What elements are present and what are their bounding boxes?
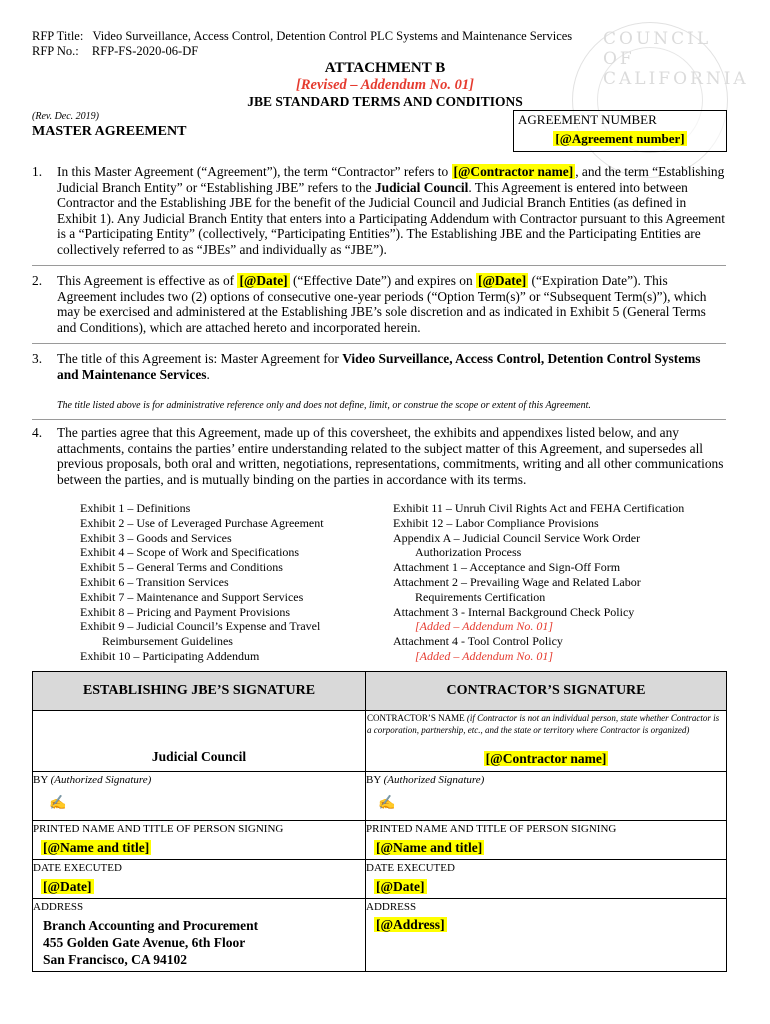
list-item: Exhibit 1 – Definitions — [80, 501, 191, 515]
jbe-date-cell — [33, 860, 366, 899]
rfp-no-line — [32, 44, 198, 59]
jbe-name: Judicial Council — [151, 749, 247, 764]
contractor-address-cell — [366, 899, 727, 972]
address-label: ADDRESS — [33, 901, 84, 913]
agreement-title-bold: Video Surveillance, Access Control, Detention Control Systems and Maintenance Services — [57, 351, 701, 382]
contractor-date-value: [@Date] — [376, 879, 425, 894]
contractor-name-label: CONTRACTOR’S NAME — [367, 713, 465, 723]
list-item: Requirements Certification — [415, 589, 546, 604]
addendum-note: [Added – Addendum No. 01] — [415, 619, 554, 634]
jbe-name-and-title: [@Name and title] — [43, 840, 150, 855]
pen-icon: ✍ — [49, 796, 67, 811]
title-disclaimer-note: The title listed above is for administrative reference only and does not define, limit, or construe the scope or extent of this Agreement. — [57, 400, 591, 411]
list-item: Exhibit 2 – Use of Leveraged Purchase Agreement — [80, 515, 324, 530]
date-executed-label: DATE EXECUTED — [33, 862, 122, 874]
rfp-no-label: RFP No.: — [32, 44, 79, 58]
list-item: Attachment 3 - Internal Background Check Policy — [393, 604, 635, 619]
list-item: Exhibit 12 – Labor Compliance Provisions — [393, 515, 599, 530]
jbe-signature-cell[interactable] — [33, 772, 366, 821]
revised-addendum: [Revised – Addendum No. 01] — [296, 77, 474, 93]
exhibits-list-left — [80, 501, 324, 664]
list-item: Authorization Process — [415, 545, 522, 560]
para-2-text-a: This Agreement is effective as of — [57, 273, 238, 288]
contractor-name-note: (if Contractor is not an individual person, state whether Contractor is a corporation, partnership, etc., and the state or territory where Contractor is organized) — [367, 713, 720, 735]
rfp-no-value: RFP-FS-2020-06-DF — [91, 44, 199, 58]
para-4: The parties agree that this Agreement, made up of this coversheet, the exhibits and appendixes listed below, and any attachments, contains the parties’ entire understanding related to the subject matter of this Agreement, and supersedes all previous proposals, both oral and written, negotiations, representations, commitments, writing and all other communications between the parties, and is mutually binding on the parties in accordance with its terms. — [57, 425, 724, 487]
list-item: Exhibit 9 – Judicial Council’s Expense and Travel — [80, 619, 321, 634]
jbe-signature-header: ESTABLISHING JBE’S SIGNATURE — [33, 672, 366, 711]
para-3-number: 3. — [32, 351, 43, 366]
addendum-note: [Added – Addendum No. 01] — [415, 648, 554, 663]
divider — [32, 343, 726, 344]
list-item: Attachment 4 - Tool Control Policy — [393, 634, 563, 649]
by-note: (Authorized Signature) — [50, 774, 152, 786]
para-1-text-a: In this Master Agreement (“Agreement”), the term “Contractor” refers to — [57, 164, 452, 179]
para-2-text-c: (“Expiration Date”). This Agreement includes two (2) options of consecutive one-year periods (“Option Term(s)” or “Subsequent Term(s)”), which may be exercised and administered at the Establishing JBE’s sole discretion and as indicated in Exhibit 5 (General Terms and Conditions), which are attached hereto and incorporated herein. — [57, 273, 707, 335]
contractor-name-placeholder: [@Contractor name] — [453, 164, 574, 179]
para-1-text-b: , and the term “Establishing Judicial Branch Entity” or “Establishing JBE” refers to the — [57, 164, 725, 195]
effective-date-placeholder: [@Date] — [239, 273, 288, 288]
divider — [32, 419, 726, 420]
list-item: Exhibit 7 – Maintenance and Support Services — [80, 589, 304, 604]
list-item: Exhibit 10 – Participating Addendum — [80, 648, 260, 663]
rfp-title-label: RFP Title: — [32, 29, 84, 43]
rfp-title-value: Video Surveillance, Access Control, Detention Control PLC Systems and Maintenance Services — [92, 29, 573, 43]
para-1-number: 1. — [32, 164, 43, 179]
para-1 — [57, 164, 725, 258]
para-2-number: 2. — [32, 273, 43, 288]
jbe-name-cell — [33, 711, 366, 772]
para-2-text-b: (“Effective Date”) and expires on — [289, 273, 477, 288]
jbe-date-value: [@Date] — [43, 879, 92, 894]
contractor-name-value: [@Contractor name] — [485, 751, 607, 766]
by-label: BY — [33, 774, 48, 786]
list-item: Exhibit 4 – Scope of Work and Specifications — [80, 545, 300, 560]
contractor-name-label-block — [366, 711, 726, 737]
para-3 — [57, 351, 725, 382]
master-agreement-heading: MASTER AGREEMENT — [32, 124, 187, 139]
date-executed-label: DATE EXECUTED — [366, 862, 455, 874]
list-item: Exhibit 6 – Transition Services — [80, 574, 229, 589]
expiration-date-placeholder: [@Date] — [478, 273, 527, 288]
agreement-number-box — [513, 110, 727, 152]
rfp-title-line — [32, 29, 572, 44]
list-item: Exhibit 3 – Goods and Services — [80, 530, 232, 545]
list-item: Reimbursement Guidelines — [102, 634, 233, 649]
by-label-row — [366, 772, 726, 789]
list-item: Attachment 2 – Prevailing Wage and Related Labor — [393, 574, 641, 589]
jbe-printed-name-cell — [33, 821, 366, 860]
by-label: BY — [366, 774, 381, 786]
list-item: Exhibit 5 – General Terms and Conditions — [80, 560, 283, 575]
attachment-title: ATTACHMENT B — [324, 60, 446, 76]
divider — [32, 265, 726, 266]
para-2 — [57, 273, 725, 335]
agreement-number-label: AGREEMENT NUMBER — [518, 112, 657, 127]
jbe-address-line: San Francisco, CA 94102 — [43, 952, 188, 967]
contractor-name-and-title: [@Name and title] — [376, 840, 483, 855]
printed-name-label: PRINTED NAME AND TITLE OF PERSON SIGNING — [366, 823, 617, 835]
exhibits-list-right — [393, 501, 684, 664]
address-label: ADDRESS — [366, 901, 417, 913]
by-note: (Authorized Signature) — [383, 774, 485, 786]
para-3-text-b: . — [206, 366, 210, 382]
contractor-signature-header: CONTRACTOR’S SIGNATURE — [366, 672, 727, 711]
jbe-terms-subtitle: JBE STANDARD TERMS AND CONDITIONS — [247, 94, 523, 109]
list-item: Exhibit 11 – Unruh Civil Rights Act and FEHA Certification — [393, 501, 685, 515]
para-4-number: 4. — [32, 425, 43, 440]
by-label-row — [33, 772, 365, 789]
revision-date: (Rev. Dec. 2019) — [32, 111, 100, 122]
contractor-address: [@Address] — [376, 917, 445, 932]
list-item: Appendix A – Judicial Council Service Work Order — [393, 530, 641, 545]
judicial-council-term: Judicial Council — [374, 179, 469, 195]
printed-name-label: PRINTED NAME AND TITLE OF PERSON SIGNING — [33, 823, 284, 835]
agreement-number-value: [@Agreement number] — [555, 131, 685, 146]
jbe-address — [33, 917, 365, 968]
seal-text: COUNCIL OF CALIFORNIA — [603, 29, 749, 89]
para-1-text-c: . This Agreement is entered into between Contractor and the Establishing JBE for the benefit of the Judicial Council and Judicial Branch Entities (as defined in Exhibit 1). Any Judicial Branch Entity that enters into a Participating Addendum with Contractor pursuant to this Agreement is a “Participating Entity” (collectively, “Participating Entities”). The Establishing JBE and the Participating Entities are collectively referred to as “JBEs” and individually as “JBE”). — [57, 179, 725, 257]
contractor-printed-name-cell — [366, 821, 727, 860]
contractor-name-cell — [366, 711, 727, 772]
pen-icon: ✍ — [378, 796, 396, 811]
list-item: Attachment 1 – Acceptance and Sign-Off Form — [393, 560, 621, 575]
jbe-address-line: Branch Accounting and Procurement — [43, 918, 259, 933]
para-3-text-a: The title of this Agreement is: Master Agreement for — [57, 351, 343, 366]
signature-table — [32, 671, 727, 972]
contractor-date-cell — [366, 860, 727, 899]
contractor-signature-cell[interactable] — [366, 772, 727, 821]
list-item: Exhibit 8 – Pricing and Payment Provisions — [80, 604, 290, 619]
jbe-address-line: 455 Golden Gate Avenue, 6th Floor — [43, 935, 246, 950]
jbe-address-cell — [33, 899, 366, 972]
